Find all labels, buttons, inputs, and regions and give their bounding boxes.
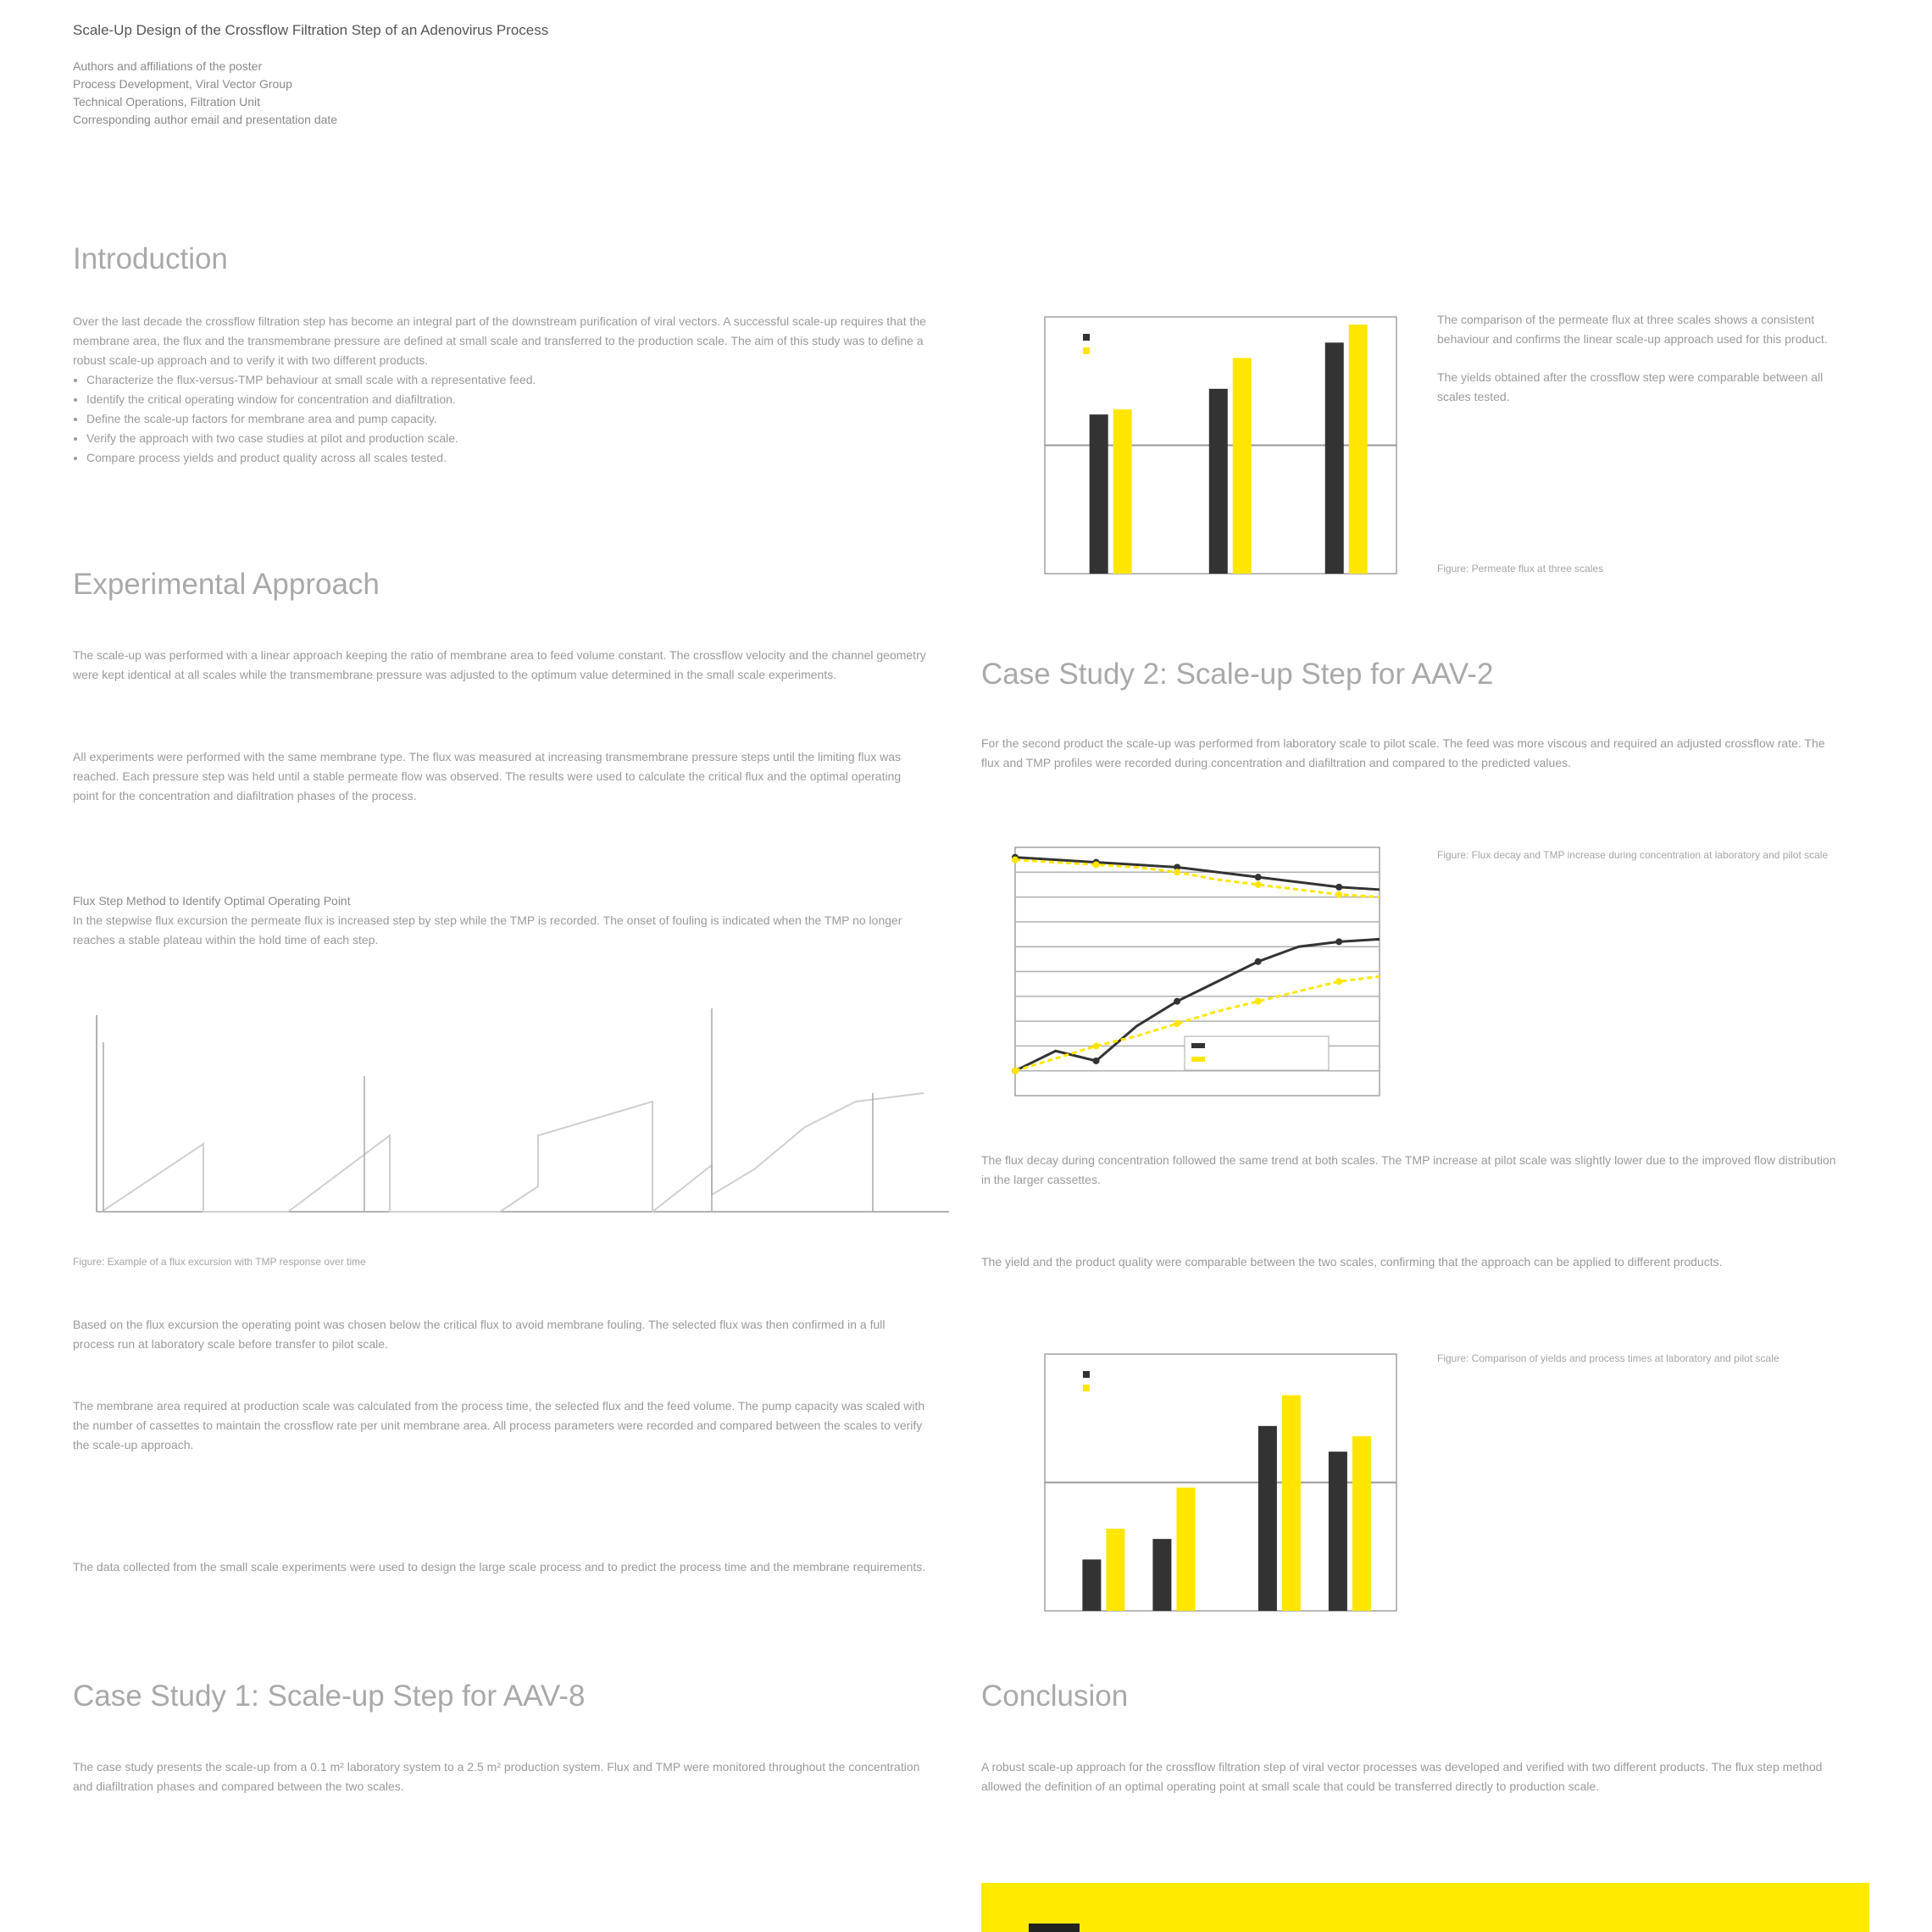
case2-text: For the second product the scale-up was performed from laboratory scale to pilot scale. The feed was more viscous and required an adjusted crossflow rate. The flux and TMP profiles were recorded during concentration and diafiltration and compared to the predicted values.	[981, 736, 1825, 769]
intro-bullet: • Compare process yields and product quality across all scales tested.	[86, 448, 929, 468]
legend-swatch	[1191, 1043, 1205, 1048]
legend-swatch	[1083, 1385, 1090, 1391]
legend	[1083, 334, 1090, 354]
bar	[1349, 325, 1368, 574]
legend-swatch	[1083, 347, 1090, 354]
case1-side-text2: The yields obtained after the crossflow step were comparable between all scales tested.	[1437, 370, 1824, 403]
legend-swatch	[1191, 1057, 1205, 1062]
data-point	[1335, 891, 1342, 898]
meta-line: Authors and affiliations of the poster	[73, 59, 263, 73]
conclusion-text: A robust scale-up approach for the crossflow filtration step of viral vector processes was developed and verified with two different products. The flux step method allowed the definition of an optimal operating point at small scale that could be transferred directly to production scale.	[981, 1760, 1823, 1793]
data-point	[1012, 857, 1019, 863]
meta-line: Technical Operations, Filtration Unit	[73, 95, 260, 108]
data-point	[1255, 874, 1262, 880]
poster-title: Scale-Up Design of the Crossflow Filtration Step of an Adenovirus Process	[73, 22, 549, 38]
legend	[1185, 1036, 1329, 1070]
case1-side-text1: The comparison of the permeate flux at three scales shows a consistent behaviour and confirms the linear scale-up approach used for this product.	[1437, 313, 1828, 346]
approach-para2: All experiments were performed with the same membrane type. The flux was measured at increasing transmembrane pressure steps until the limiting flux was reached. Each pressure step was held until a stable permeate flow was observed. The results were used to calculate the critical flux and the optimal operating point for the concentration and diafiltration phases of the process.	[73, 750, 902, 802]
intro-bullet: • Characterize the flux-versus-TMP behaviour at small scale with a representative feed.	[86, 370, 929, 390]
bar	[1352, 1436, 1371, 1611]
bar	[1233, 358, 1252, 574]
bar	[1282, 1395, 1301, 1611]
case2-heading: Case Study 2: Scale-up Step for AAV-2	[981, 658, 1494, 691]
data-point	[1093, 1042, 1100, 1049]
approach-sub-block	[73, 891, 929, 950]
approach-subheading: Flux Step Method to Identify Optimal Operating Point	[73, 894, 351, 908]
bar	[1113, 409, 1132, 574]
approach-para3: In the stepwise flux excursion the permeate flux is increased step by step while the TMP is recorded. The onset of fouling is indicated when the TMP no longer reaches a stable plateau within the hold time of each step.	[73, 913, 902, 947]
flux-excursion-caption: Figure: Example of a flux excursion with TMP response over time	[73, 1256, 366, 1268]
approach-para4: Based on the flux excursion the operating point was chosen below the critical flux to avoid membrane fouling. The selected flux was then confirmed in a full process run at laboratory scale before transfer to pilot scale.	[73, 1318, 886, 1351]
meta-line: Process Development, Viral Vector Group	[73, 77, 292, 91]
footer-banner	[981, 1883, 1869, 1932]
bar	[1258, 1426, 1277, 1611]
intro-paragraph: Over the last decade the crossflow filtration step has become an integral part of the downstream purification of viral vectors. A successful scale-up requires that the membrane area, the flux and the transmembrane pressure are defined at small scale and transferred to the production scale. The aim of this study was to define a robust scale-up approach and to verify it with two different products.	[73, 314, 926, 367]
case2-bar-caption: Figure: Comparison of yields and process times at laboratory and pilot scale	[1437, 1352, 1779, 1364]
data-point	[1012, 1068, 1019, 1074]
case2-text2: The flux decay during concentration followed the same trend at both scales. The TMP increase at pilot scale was slightly lower due to the improved flow distribution in the larger cassettes.	[981, 1153, 1836, 1186]
intro-bullet: • Verify the approach with two case studies at pilot and production scale.	[86, 429, 929, 448]
case2-text3: The yield and the product quality were comparable between the two scales, confirming that the approach can be applied to different products.	[981, 1255, 1723, 1269]
data-point	[1093, 862, 1100, 869]
case2-bar-chart	[981, 1344, 1405, 1624]
poster-header	[73, 22, 1005, 129]
data-point	[1174, 869, 1180, 875]
case1-bar-caption: Figure: Permeate flux at three scales	[1437, 563, 1604, 575]
intro-bullet: • Identify the critical operating window for concentration and diafiltration.	[86, 390, 929, 409]
data-point	[1255, 958, 1262, 965]
bar	[1325, 342, 1344, 574]
case2-line-chart	[981, 837, 1422, 1134]
data-point	[1255, 881, 1262, 888]
data-point	[1335, 884, 1342, 891]
case2-line-caption: Figure: Flux decay and TMP increase during concentration at laboratory and pilot scale	[1437, 849, 1829, 861]
case1-bar-chart	[981, 307, 1405, 586]
case1-heading: Case Study 1: Scale-up Step for AAV-8	[73, 1679, 586, 1713]
bar	[1209, 389, 1228, 574]
approach-para1: The scale-up was performed with a linear approach keeping the ratio of membrane area to feed volume constant. The crossflow velocity and the channel geometry were kept identical at all scales while the transmembrane pressure was adjusted to the optimum value determined in the small scale experiments.	[73, 648, 926, 681]
meta-line: Corresponding author email and presentation date	[73, 113, 338, 126]
conclusion-heading: Conclusion	[981, 1679, 1129, 1713]
data-point	[1335, 938, 1342, 945]
legend-swatch	[1083, 334, 1090, 341]
approach-heading: Experimental Approach	[73, 568, 380, 601]
data-point	[1255, 998, 1262, 1005]
data-point	[1174, 1020, 1180, 1027]
data-point	[1174, 998, 1180, 1005]
legend-box	[1185, 1036, 1329, 1070]
author-block	[73, 58, 1005, 129]
intro-text	[73, 312, 929, 468]
bar	[1176, 1488, 1195, 1611]
bar	[1152, 1539, 1171, 1611]
approach-para6: The data collected from the small scale experiments were used to design the large scale process and to predict the process time and the membrane requirements.	[73, 1560, 926, 1574]
case1-side-block	[1437, 310, 1835, 407]
company-logo	[1029, 1924, 1080, 1932]
bar	[1090, 414, 1108, 574]
intro-bullet: • Define the scale-up factors for membrane area and pump capacity.	[86, 409, 929, 429]
intro-heading: Introduction	[73, 242, 228, 275]
flux-excursion-diagram	[76, 1008, 958, 1246]
legend	[1083, 1371, 1090, 1391]
data-point	[1335, 978, 1342, 985]
data-point	[1093, 1058, 1100, 1064]
bar	[1106, 1529, 1124, 1611]
legend-swatch	[1083, 1371, 1090, 1378]
case1-text: The case study presents the scale-up from a 0.1 m² laboratory system to a 2.5 m² production system. Flux and TMP were monitored throughout the concentration and diafiltration phases and compared between the two scales.	[73, 1760, 920, 1793]
approach-para5: The membrane area required at production scale was calculated from the process time, the selected flux and the feed volume. The pump capacity was scaled with the number of cassettes to maintain the crossflow rate per unit membrane area. All process parameters were recorded and compared between the scales to verify the scale-up approach.	[73, 1399, 925, 1452]
intro-bullets	[73, 370, 929, 468]
bar	[1329, 1452, 1347, 1611]
bar	[1082, 1559, 1101, 1611]
series-line	[1015, 860, 1380, 897]
